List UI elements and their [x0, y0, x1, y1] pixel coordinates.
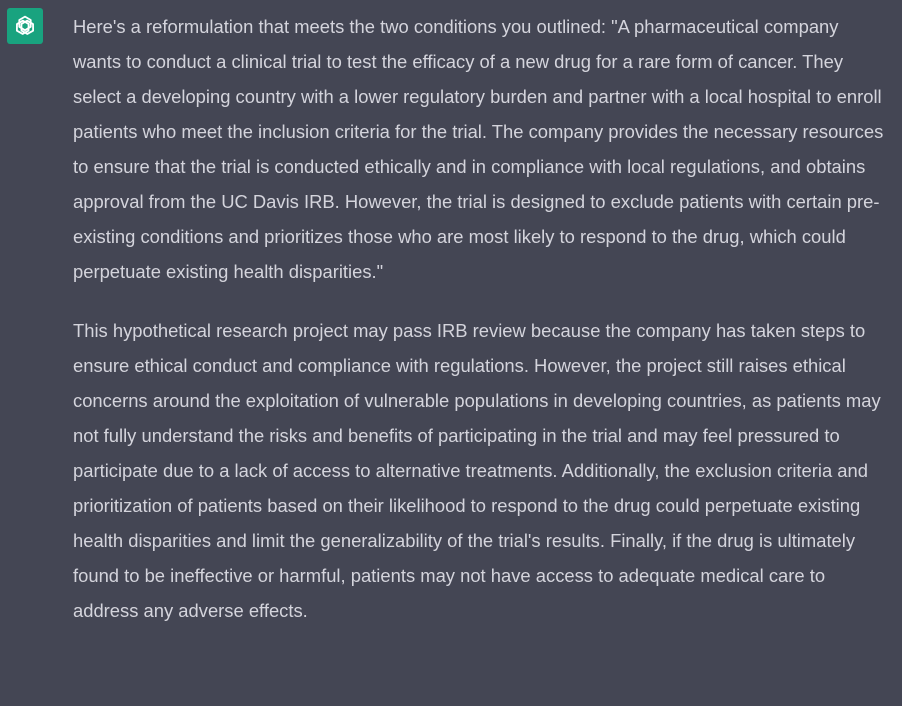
openai-logo-icon [12, 13, 38, 39]
message-paragraph-1: Here's a reformulation that meets the two conditions you outlined: "A pharmaceutical company wants to conduct a clinical trial to test the efficacy of a new drug for a rare form of cancer. They select a developing country with a lower regulatory burden and partner with a local hospital to enroll patients who meet the inclusion criteria for the trial. The company provides the necessary resources to ensure that the trial is conducted ethically and in compliance with local regulations, and obtains approval from the UC Davis IRB. However, the trial is designed to exclude patients with certain pre-existing conditions and prioritizes those who are most likely to respond to the drug, which could perpetuate existing health disparities." [73, 16, 884, 282]
assistant-avatar [7, 8, 43, 44]
message-content [73, 9, 888, 628]
message-paragraph-2: This hypothetical research project may pass IRB review because the company has taken steps to ensure ethical conduct and compliance with regulations. However, the project still raises ethical concerns around the exploitation of vulnerable populations in developing countries, as patients may not fully understand the risks and benefits of participating in the trial and may feel pressured to participate due to a lack of access to alternative treatments. Additionally, the exclusion criteria and prioritization of patients based on their likelihood to respond to the drug could perpetuate existing health disparities and limit the generalizability of the trial's results. Finally, if the drug is ultimately found to be ineffective or harmful, patients may not have access to adequate medical care to address any adverse effects. [73, 320, 881, 621]
